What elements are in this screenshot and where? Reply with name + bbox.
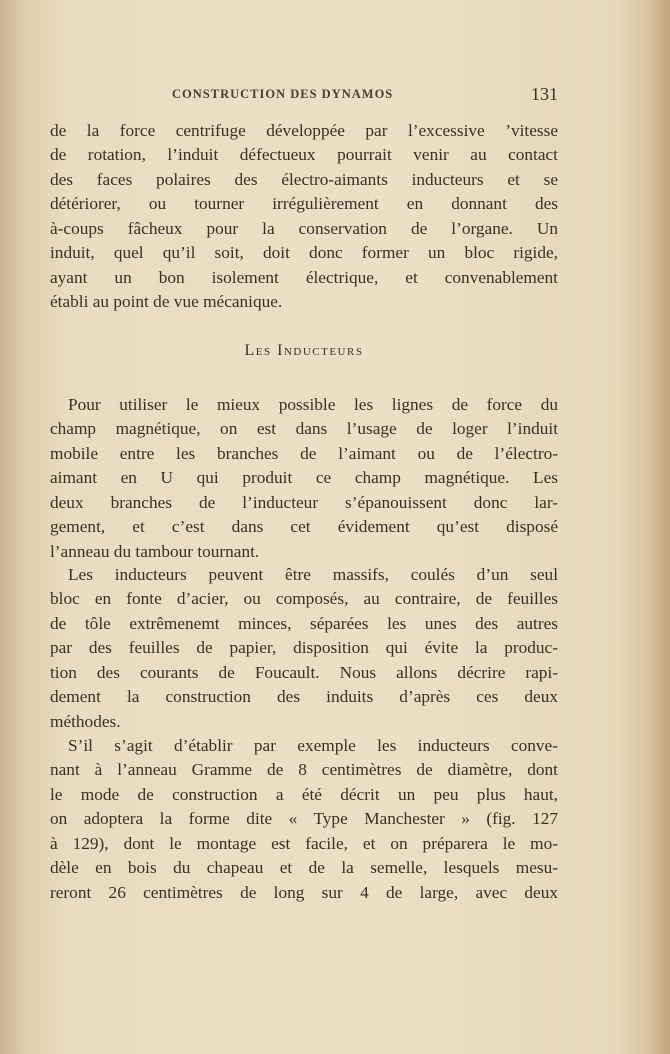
text-line: par des feuilles de papier, disposition qui évite la produc-: [50, 638, 558, 658]
text-line: de rotation, l’induit défectueux pourrait venir au contact: [50, 145, 558, 165]
text-line: le mode de construction a été décrit un peu plus haut,: [50, 784, 558, 804]
text-line: méthodes.: [50, 711, 121, 731]
page-header: [50, 84, 558, 106]
text-line: de tôle extrêmenemt minces, séparées les unes des autres: [50, 613, 558, 633]
text-line: des faces polaires des électro-aimants inducteurs et se: [50, 169, 558, 189]
text-line: S’il s’agit d’établir par exemple les inducteurs conve-: [68, 736, 558, 755]
text-line: mobile entre les branches de l’aimant ou de l’électro-: [50, 443, 558, 463]
text-line: champ magnétique, on est dans l’usage de loger l’induit: [50, 419, 558, 439]
text-line: Pour utiliser le mieux possible les lignes de force du: [68, 395, 558, 414]
section-heading: Les Inducteurs: [244, 342, 364, 359]
text-line: induit, quel qu’il soit, doit donc former un bloc rigide,: [50, 243, 558, 263]
text-line: dèle en bois du chapeau et de la semelle, lesquels mesu-: [50, 858, 558, 878]
text-line: l’anneau du tambour tournant.: [50, 541, 260, 561]
text-line: Les inducteurs peuvent être massifs, coulés d’un seul: [68, 565, 558, 584]
text-line: à-coups fâcheux pour la conservation de l’organe. Un: [50, 218, 558, 238]
text-line: tion des courants de Foucault. Nous allons décrire rapi-: [50, 662, 558, 682]
text-line: reront 26 centimètres de long sur 4 de large, avec deux: [50, 882, 558, 902]
text-line: à 129), dont le montage est facile, et on préparera le mo-: [50, 833, 558, 853]
running-title: CONSTRUCTION DES DYNAMOS: [172, 87, 394, 101]
text-line: dement la construction des induits d’après ces deux: [50, 687, 558, 707]
text-line: on adoptera la forme dite « Type Manchester » (fig. 127: [50, 809, 558, 829]
text-line: deux branches de l’inducteur s’épanouissent donc lar-: [50, 492, 558, 512]
text-line: détériorer, ou tourner irrégulièrement en donnant des: [50, 194, 558, 214]
text-line: de la force centrifuge développée par l’excessive ’vitesse: [50, 121, 558, 140]
text-line: aimant en U qui produit ce champ magnétique. Les: [50, 468, 558, 488]
text-line: bloc en fonte d’acier, ou composés, au contraire, de feuilles: [50, 589, 558, 609]
text-line: établi au point de vue mécanique.: [50, 292, 283, 312]
text-line: nant à l’anneau Gramme de 8 centimètres de diamètre, dont: [50, 760, 558, 780]
page-number: 131: [531, 84, 558, 104]
text-line: ayant un bon isolement électrique, et convenablement: [50, 267, 558, 287]
text-line: gement, et c’est dans cet évidement qu’est disposé: [50, 517, 558, 537]
